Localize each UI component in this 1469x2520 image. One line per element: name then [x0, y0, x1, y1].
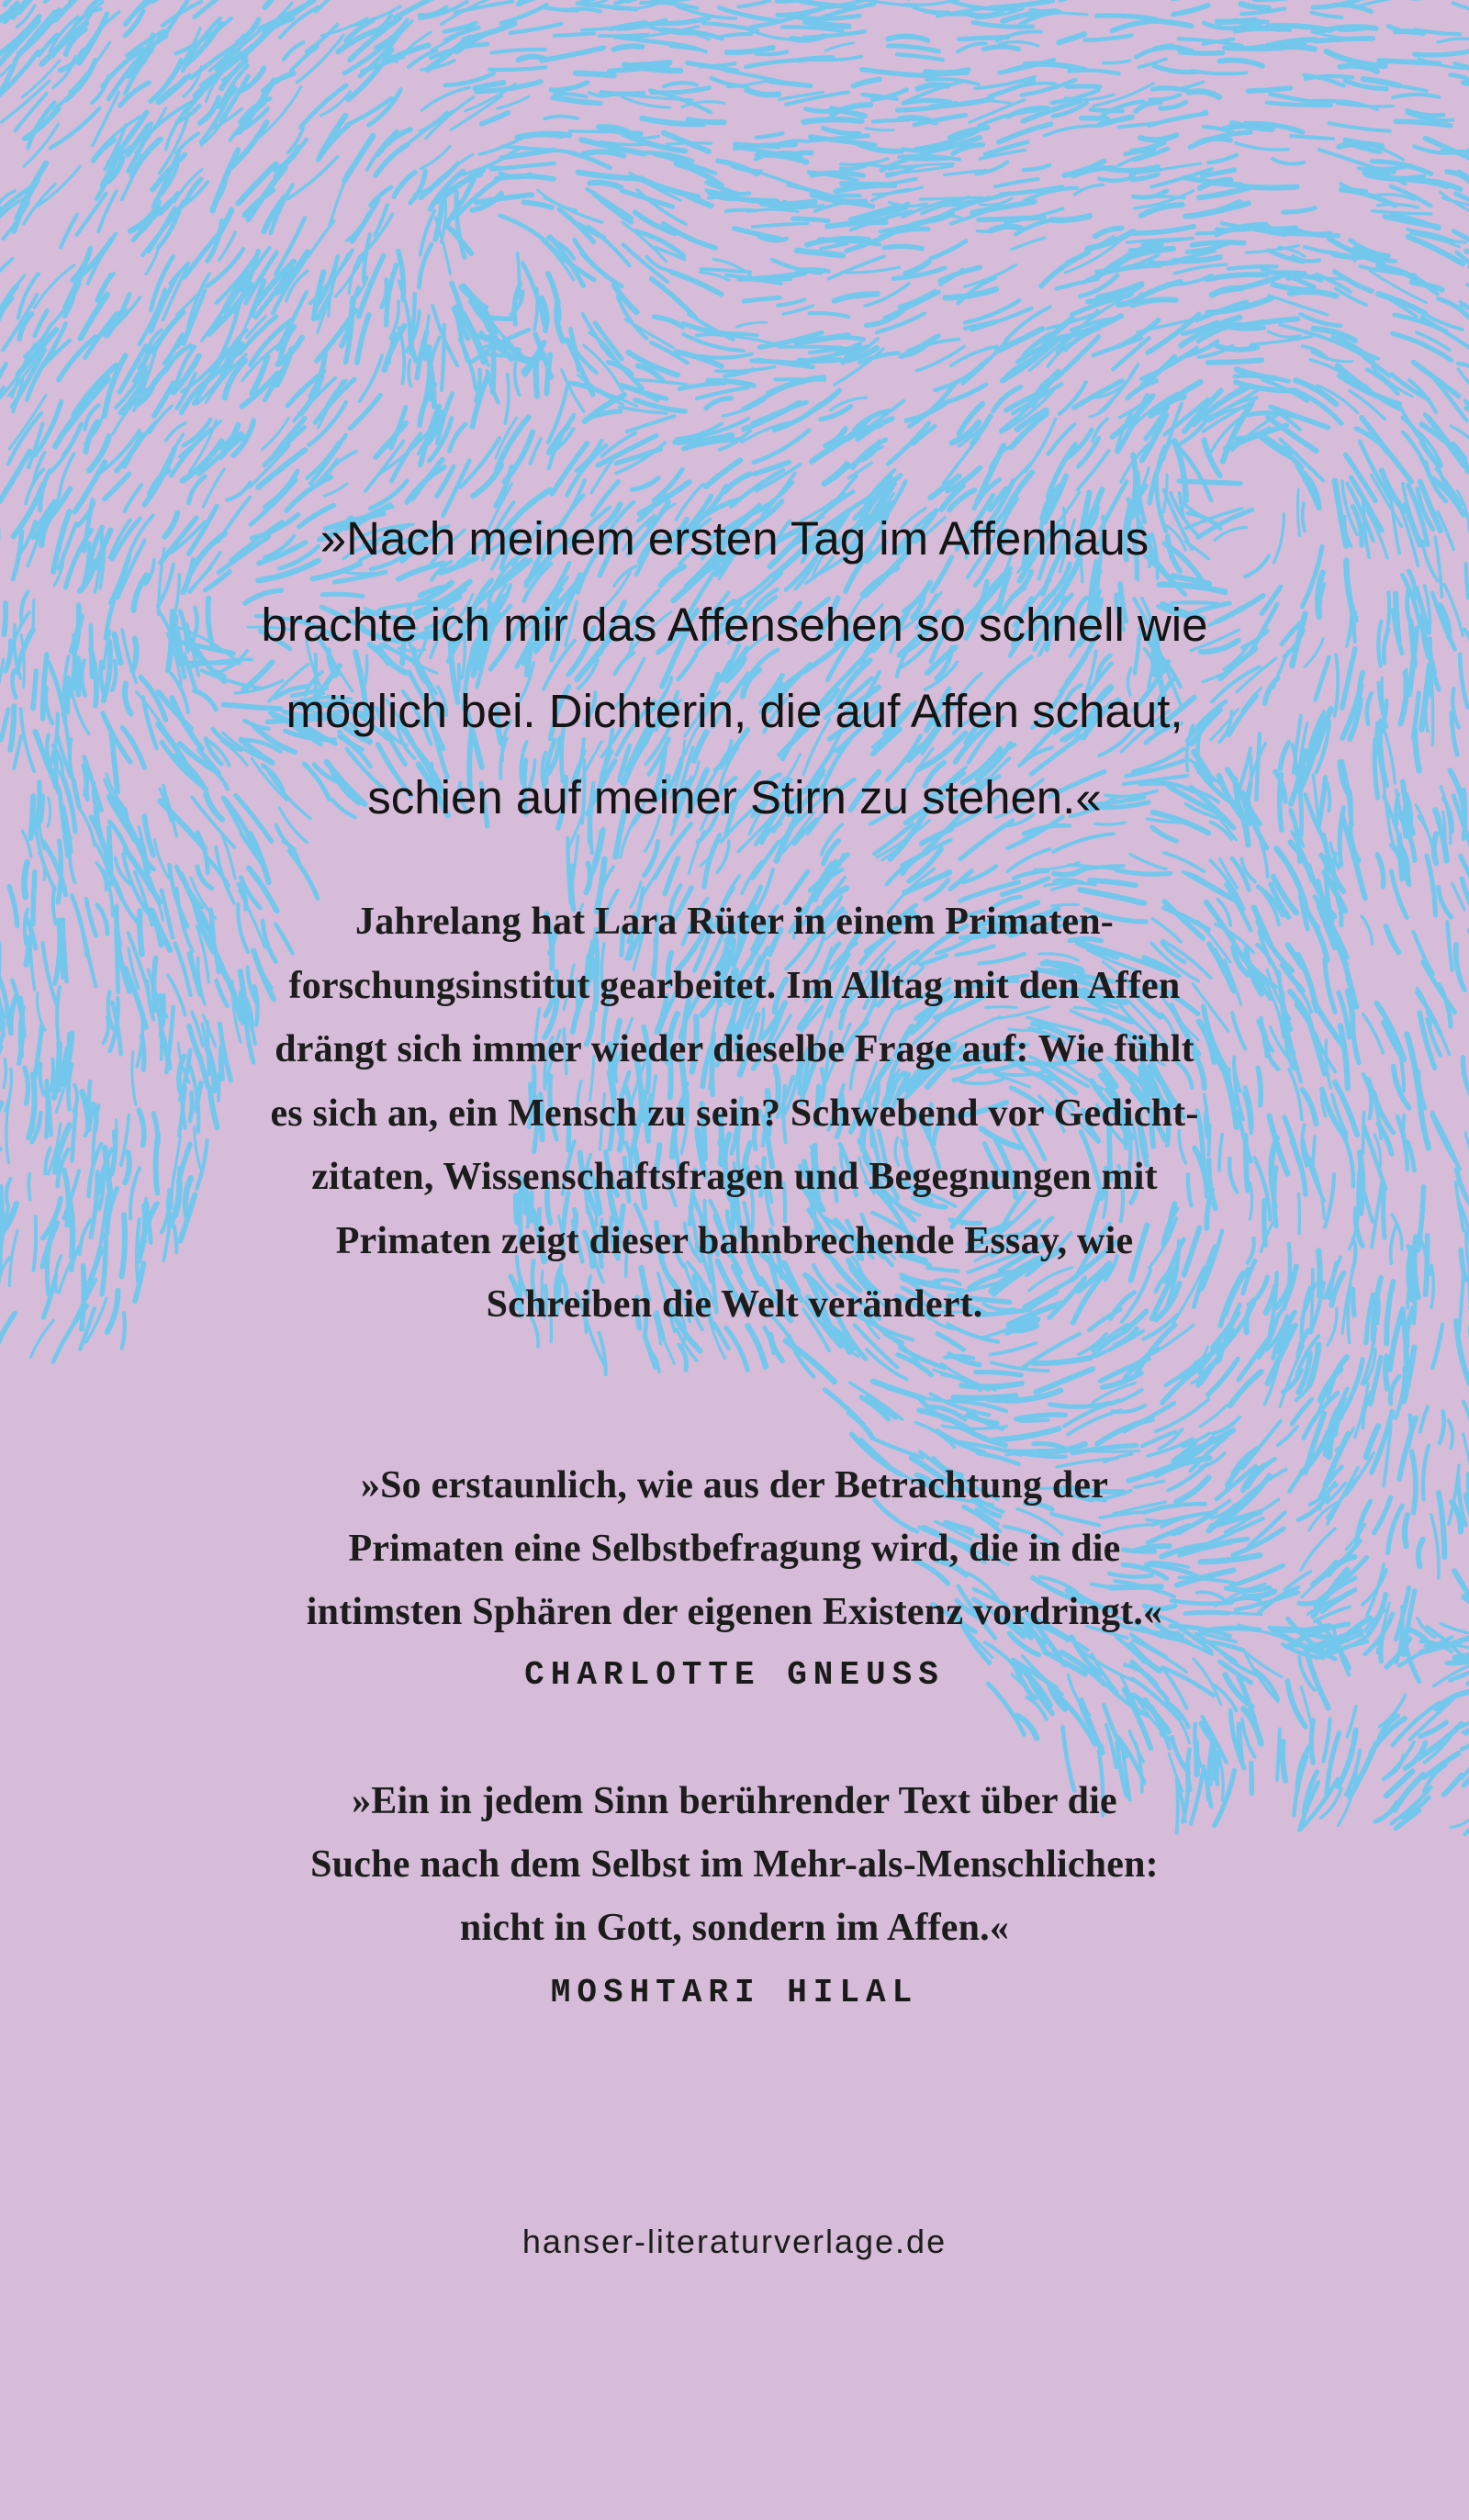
description-line: es sich an, ein Mensch zu sein? Schwebend vor Gedicht- — [270, 1092, 1199, 1135]
review-line: »So erstaunlich, wie aus der Betrachtung der — [360, 1464, 1109, 1506]
headline-line: möglich bei. Dichterin, die auf Affen schaut, — [286, 685, 1183, 737]
review-line: nicht in Gott, sondern im Affen.« — [459, 1907, 1010, 1949]
description-line: Jahrelang hat Lara Rüter in einem Primaten- — [355, 901, 1114, 943]
review-author-2: MOSHTARI HILAL — [550, 1974, 919, 2011]
description-line: Primaten zeigt dieser bahnbrechende Essay, wie — [335, 1219, 1134, 1262]
headline-line: schien auf meiner Stirn zu stehen.« — [367, 771, 1102, 823]
description-line: forschungsinstitut gearbeitet. Im Alltag mit den Affen — [288, 964, 1181, 1007]
description-line: zitaten, Wissenschaftsfragen und Begegnungen mit — [311, 1156, 1158, 1198]
review-line: »Ein in jedem Sinn berührender Text über die — [352, 1780, 1117, 1822]
book-description — [138, 890, 1331, 1338]
description-line: drängt sich immer wieder dieselbe Frage auf: Wie fühlt — [275, 1028, 1194, 1070]
description-line: Schreiben die Welt verändert. — [486, 1283, 983, 1326]
review-quote-1 — [138, 1454, 1331, 1644]
headline-line: »Nach meinem ersten Tag im Affenhaus — [320, 512, 1149, 565]
publisher-website: hanser-literaturverlage.de — [521, 2223, 948, 2260]
headline-line: brachte ich mir das Affensehen so schnell wie — [261, 599, 1208, 651]
review-author-1: CHARLOTTE GNEUSS — [524, 1656, 945, 1694]
review-line: Primaten eine Selbstbefragung wird, die in die — [348, 1528, 1121, 1570]
review-line: intimsten Sphären der eigenen Existenz vordringt.« — [306, 1591, 1163, 1633]
review-quote-2 — [138, 1770, 1331, 1960]
headline-quote — [138, 496, 1331, 841]
review-line: Suche nach dem Selbst im Mehr-als-Menschlichen: — [310, 1843, 1159, 1886]
